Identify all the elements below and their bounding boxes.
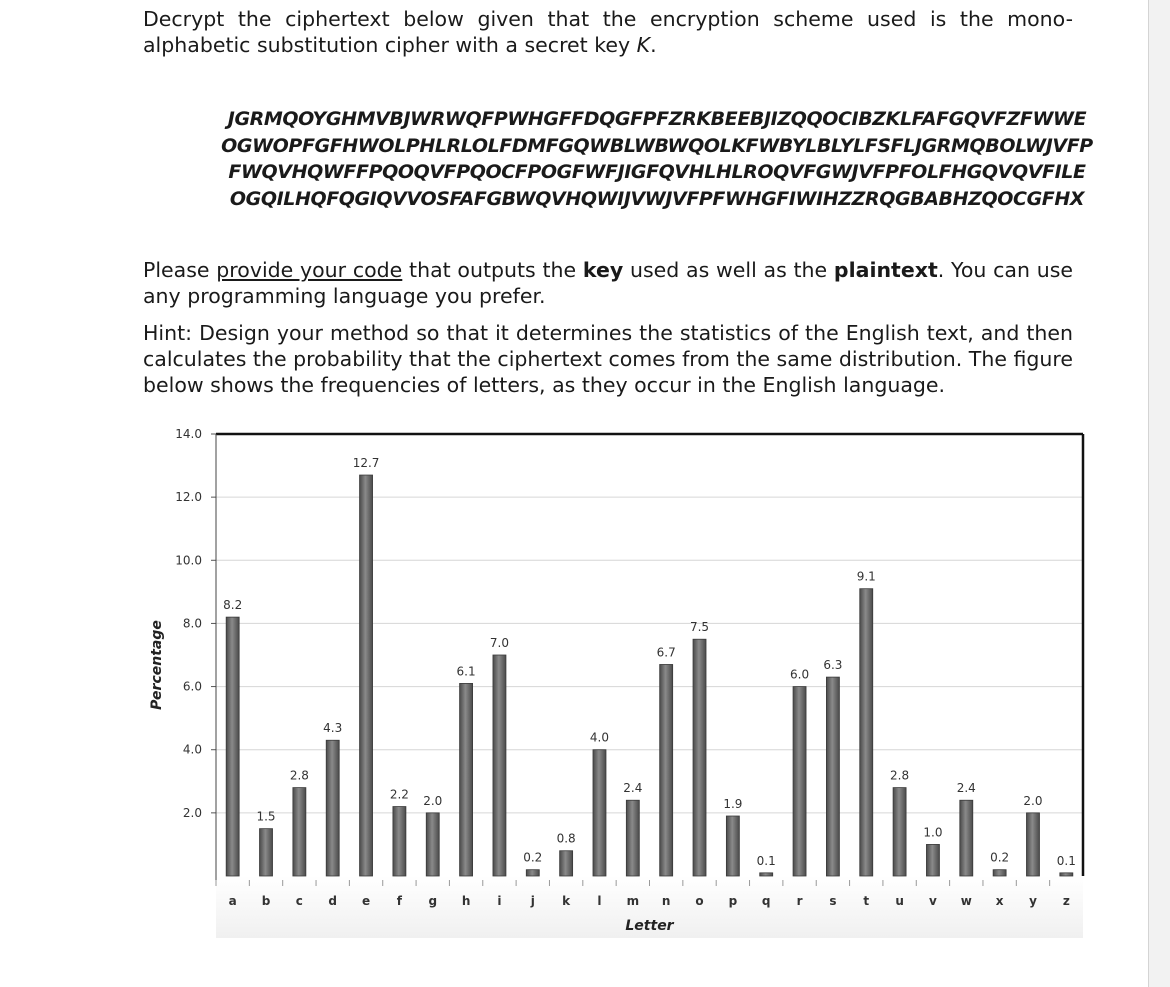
code-suffix: . You can use any programming language you prefer. [143,258,1073,308]
code-middle-1: that outputs the [402,258,583,282]
x-tick-label-t: t [863,894,870,908]
code-prefix: Please [143,258,217,282]
data-label-f: 2.2 [389,787,409,802]
x-tick-label-w: w [960,894,972,908]
y-tick-label: 12.0 [175,490,202,505]
bar-y [1026,813,1039,876]
data-label-m: 2.4 [623,781,643,796]
data-label-t: 9.1 [856,569,876,584]
data-label-n: 6.7 [656,645,676,660]
bar-e [360,475,373,876]
bar-j [526,870,539,876]
data-label-u: 2.8 [890,768,910,783]
y-tick-label: 10.0 [175,553,202,568]
bar-o [693,639,706,876]
data-label-b: 1.5 [256,809,276,824]
data-label-g: 2.0 [423,793,443,808]
x-tick-label-f: f [396,894,403,908]
provide-code-link[interactable]: provide your code [216,258,403,282]
x-tick-label-o: o [695,894,704,908]
x-tick-label-c: c [295,894,303,908]
x-tick-label-y: y [1029,894,1037,908]
bar-v [926,844,939,876]
hint-paragraph: Hint: Design your method so that it determines the statistics of the English text, and then calculates the probability that the ciphertext comes from the same distribution. The figure below shows the frequencies of letters, as they occur in the English language. [143,321,1073,397]
x-tick-label-m: m [626,894,640,908]
ciphertext-line: JGRMQOYGHMVBJWRWQFPWHGFFDQGFPFZRKBEEBJIZQQOCIBZKLFAFGQVFZFWWE [227,108,1087,130]
key-symbol: K [636,33,651,57]
x-tick-label-s: s [829,894,837,908]
data-label-w: 2.4 [956,781,976,796]
code-middle-2: used as well as the [623,258,834,282]
x-tick-label-v: v [929,894,937,908]
bar-d [326,740,339,876]
y-axis-title: Percentage [149,620,165,710]
bar-c [293,788,306,876]
bar-z [1060,873,1073,876]
x-axis-title: Letter [625,918,674,934]
y-tick-label: 8.0 [182,616,202,631]
data-label-d: 4.3 [323,721,343,736]
x-tick-label-z: z [1062,894,1070,908]
y-tick-label: 4.0 [182,742,202,757]
x-tick-label-n: n [661,894,671,908]
x-tick-label-d: d [328,894,338,908]
x-tick-label-l: l [597,894,602,908]
data-label-o: 7.5 [689,620,710,635]
data-label-y: 2.0 [1023,793,1043,808]
bar-n [660,664,673,876]
bar-w [960,800,973,876]
x-tick-label-e: e [361,894,371,908]
data-label-c: 2.8 [289,768,309,783]
data-label-j: 0.2 [523,850,543,865]
bar-h [460,683,473,876]
data-label-i: 7.0 [489,636,509,650]
y-tick-label: 14.0 [175,427,202,441]
bar-q [760,873,773,876]
data-label-q: 0.1 [756,853,776,868]
x-tick-label-j: j [530,894,535,908]
data-label-v: 1.0 [923,825,943,840]
y-tick-label: 2.0 [182,805,202,820]
bar-u [893,788,906,876]
bar-p [726,816,739,876]
x-tick-label-i: i [497,894,502,908]
x-tick-label-r: r [796,894,803,908]
bar-f [393,807,406,876]
bar-s [826,677,839,876]
data-label-h: 6.1 [456,664,476,679]
x-tick-label-h: h [461,894,471,908]
bar-x [993,870,1006,876]
data-label-p: 1.9 [723,797,743,812]
data-label-k: 0.8 [556,831,576,846]
key-word: key [582,258,624,282]
bar-r [793,687,806,876]
ciphertext-line: FWQVHQWFFPQOQVFPQOCFPOGFWFJIGFQVHLHLROQVFGWJVFPFOLFHGQVQVFILE [228,161,1086,183]
data-label-z: 0.1 [1056,853,1076,868]
ciphertext-line: OGQILHQFQGIQVVOSFAFGBWQVHQWIJVWJVFPFWHGFIWIHZZRQGBABHZQOCGFHX [229,187,1085,210]
ciphertext-line: OGWOPFGFHWOLPHLRLOLFDMFGQWBLWBWQOLKFWBYLBLYLFSFLJGRMQBOLWJVFP [221,134,1093,157]
x-tick-label-b: b [261,894,271,908]
bar-a [226,617,239,876]
data-label-l: 4.0 [589,730,610,745]
plaintext-word: plaintext [833,258,938,282]
data-label-r: 6.0 [790,667,810,682]
x-tick-label-k: k [562,894,571,908]
bar-i [493,655,506,876]
x-tick-label-x: x [995,894,1004,908]
x-tick-label-u: u [895,894,904,908]
data-label-s: 6.3 [823,658,843,673]
bar-m [626,800,639,876]
x-tick-label-g: g [428,894,438,908]
x-tick-label-a: a [228,894,237,908]
x-tick-label-p: p [728,894,738,908]
intro-text: Decrypt the ciphertext below given that the encryption scheme used is the mono-alphabetic substitution cipher with a secret key [143,7,1073,57]
bar-b [260,829,273,876]
intro-end: . [650,33,657,57]
y-tick-label: 6.0 [182,679,202,694]
data-label-e: 12.7 [352,456,380,471]
bar-l [593,750,606,876]
x-tick-label-q: q [761,894,771,908]
data-label-a: 8.2 [223,598,243,613]
bar-t [860,589,873,876]
data-label-x: 0.2 [990,850,1010,865]
bar-g [426,813,439,876]
bar-k [560,851,573,876]
